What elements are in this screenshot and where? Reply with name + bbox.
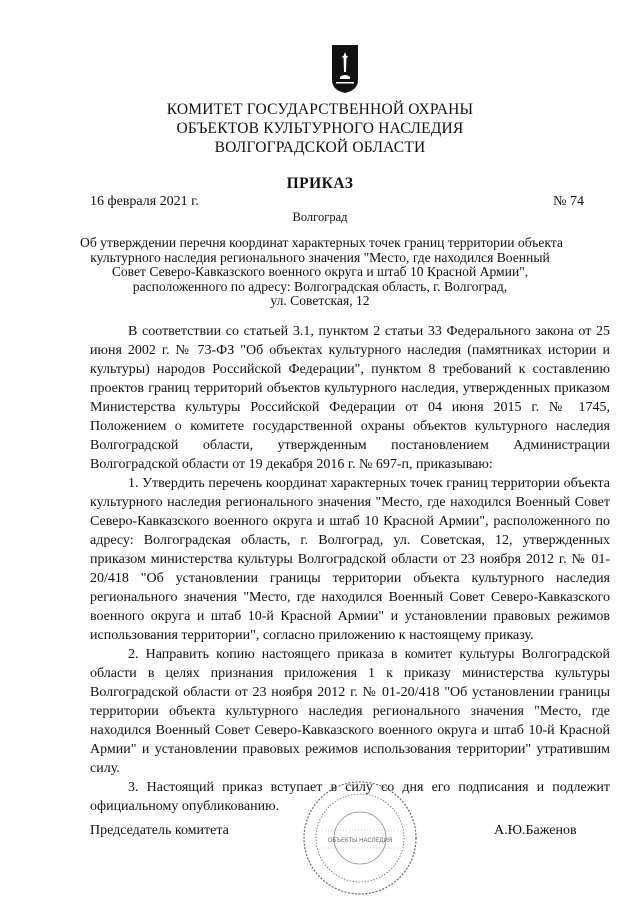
subject-line: Совет Северо-Кавказского военного округа и штаб 10 Красной Армии",: [111, 264, 529, 280]
volgograd-coat-of-arms-icon: [331, 44, 359, 94]
document-date: 16 февраля 2021 г.: [90, 194, 199, 209]
org-line-3: ВОЛГОГРАДСКОЙ ОБЛАСТИ: [214, 139, 426, 156]
document-city: Волгоград: [292, 210, 348, 224]
clause-3-paragraph: 3. Настоящий приказ вступает в силу со дня его подписания и подлежит официальному опубликованию.: [90, 780, 610, 814]
clause-2-paragraph: 2. Направить копию настоящего приказа в комитет культуры Волгоградской области в целях признания приложения 1 к приказу министерства культуры Волгоградской области от 23 ноября 2012 г. № 01-20/418 "Об установлении границы территории объекта культурного наследия регионального значения "Место, где находился Военный Совет Северо-Кавказского военного округа и штаб 10-й Красной Армии" и установлении правовых режимов использования территории" утратившим силу.: [90, 647, 610, 776]
document-body: [90, 322, 610, 816]
document-number: № 74: [553, 194, 584, 209]
subject-line: расположенного по адресу: Волгоградская область, г. Волгоград,: [132, 278, 508, 294]
svg-text:ОБЪЕКТЫ НАСЛЕДИЯ: ОБЪЕКТЫ НАСЛЕДИЯ: [327, 838, 393, 844]
document-subject: [80, 235, 563, 309]
preamble-paragraph: В соответствии со статьей 3.1, пунктом 2 статьи 33 Федерального закона от 25 июня 2002 г. № 73-ФЗ "Об объектах культурного наследия (памятниках истории и культуры) народов Российской Федерации", пунктом 8 требований к составлению проектов границ территорий объектов культурного наследия, утвержденных приказом Министерства культуры Российской Федерации от 04 июня 2015 г. № 1745, Положением о комитете государственной охраны объектов культурного наследия Волгоградской области, утвержденным постановлением Администрации Волгоградской области от 19 декабря 2016 г. № 697-п, приказываю:: [90, 324, 610, 472]
org-line-2: ОБЪЕКТОВ КУЛЬТУРНОГО НАСЛЕДИЯ: [176, 120, 464, 137]
signer-name: А.Ю.Баженов: [494, 823, 577, 838]
organization-name: [0, 100, 640, 157]
document-type: ПРИКАЗ: [286, 175, 354, 192]
org-line-1: КОМИТЕТ ГОСУДАРСТВЕННОЙ ОХРАНЫ: [166, 101, 474, 118]
subject-line: культурного наследия регионального значения "Место, где находился Военный: [90, 249, 550, 265]
subject-line: Об утверждении перечня координат характерных точек границ территории объекта: [80, 235, 563, 250]
signer-position: Председатель комитета: [90, 823, 229, 838]
official-seal-icon: [300, 778, 420, 898]
clause-1-paragraph: 1. Утвердить перечень координат характерных точек границ территории объекта культурного наследия регионального значения "Место, где находился Военный Совет Северо-Кавказского военного округа и штаб 10 Красной Армии", расположенного по адресу: Волгоградская область, г. Волгоград, ул. Советская, 12, утвержденных приказом министерства культуры Волгоградской области от 23 ноября 2012 г. № 01-20/418 "Об установлении границы территории объекта культурного наследия регионального значения "Место, где находился Военный Совет Северо-Кавказского военного округа и штаб 10-й Красной Армии" и установлении правовых режимов использования территории", согласно приложению к настоящему приказу.: [90, 476, 610, 643]
subject-line: ул. Советская, 12: [270, 293, 370, 309]
